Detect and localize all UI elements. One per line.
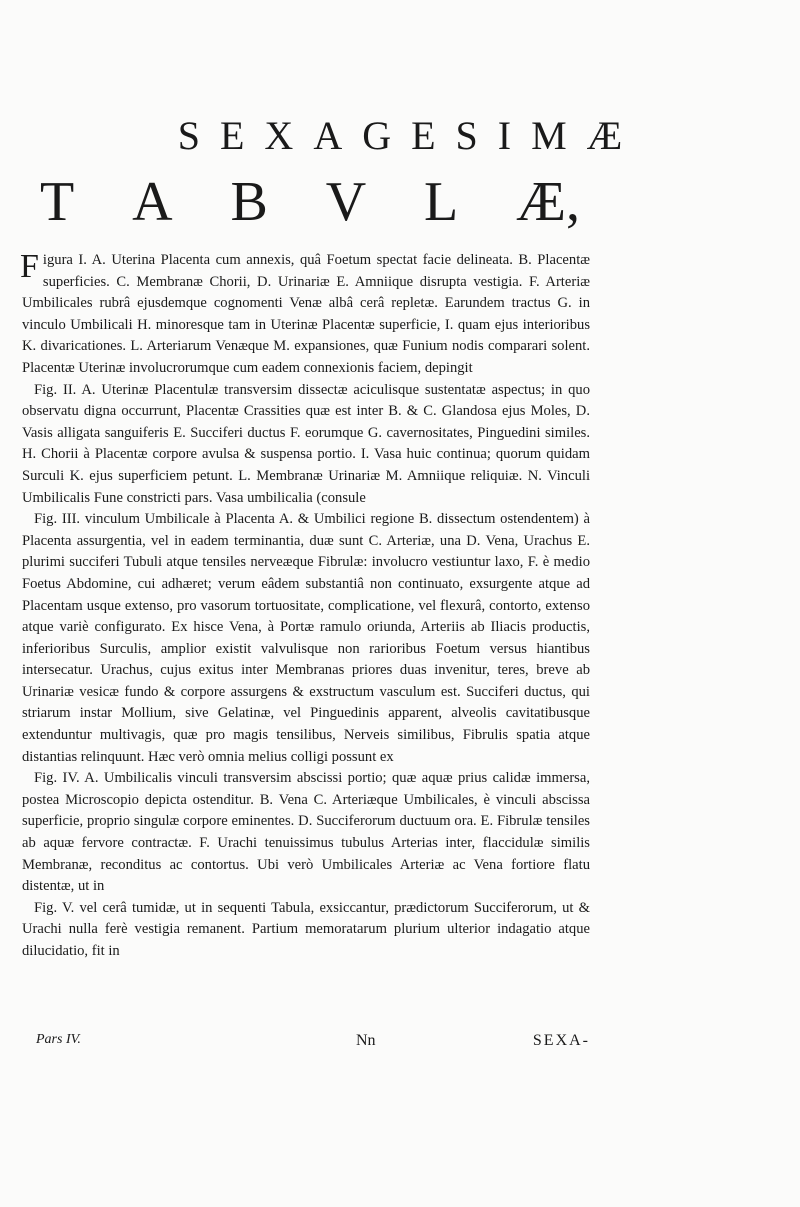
paragraph-text: Fig. III. vinculum Umbilicale à Placenta A. & Umbilici regione B. dissectum ostendentem) à Placenta assurgentia, vel in eadem terminantia, duæ sunt C. Arteriæ, una D. Vena, Urachus E. plurimi succiferi Tubuli atque tensiles nerveæque Fibrulæ: involucro vestiuntur laxo, F. è medio Foetus Abdomine, cui adhæret; verum eâdem substantiâ non continuato, exsurgente atque ad Placentam usque extenso, pro vasorum tortuositate, complicatione, vel flexurâ, contorto, extenso atque variè configurato. Ex hisce Vena, à Portæ ramulo oriunda, Arteriis ab Iliacis productis, inferioribus Surculis, amplior existit valvulisque non rarioribus Foetum versus hiantibus intersecatur. Urachus, cujus exitus inter Membranas priores duas invenitur, teres, breve ab Urinariæ vesicæ fundo & corpore assurgens & exstructum vasculum est. Succiferi ductus, qui striarum instar Mollium, sive Gelatinæ, vel Pinguedinis apparent, alveolis cavitatibusque extenduntur multivagis, quæ pro magis tensilibus, Nerveis similibus, Fibrulis spatia atque distantias relinquunt. Hæc verò omnia melius colligi possunt ex: [22, 511, 590, 765]
body-text: [22, 250, 590, 963]
footer-part-label: Pars IV.: [36, 1032, 81, 1047]
heading-letter: A: [132, 171, 173, 233]
paragraph-text: Fig. II. A. Uterinæ Placentulæ transversim dissectæ aciculisque sustentatæ aspectus; in quo observatu digna occurrunt, Placentæ Crassities quæ est inter B. & C. Glandosa ejus Moles, D. Vasis alligata sanguiferis E. Succiferi ductus F. eorumque G. cavernositates, Pinguedini similes. H. Chorii à Placentæ corpore avulsa & suspensa portio. I. Vasa huic continua; quorum quidam Surculi K. ejus superficiem petunt. L. Membranæ Urinariæ M. Amniique reliquiæ. N. Vinculi Umbilicalis Fune constricti pars. Vasa umbilicalia (consule: [22, 381, 590, 506]
paragraph-fig-1: [22, 250, 590, 380]
paragraph-fig-5: [22, 898, 590, 963]
heading-letter: V: [325, 171, 367, 233]
heading-tabulae: [40, 170, 580, 234]
paragraph-text: Fig. IV. A. Umbilicalis vinculi transversim abscissi portio; quæ aquæ prius calidæ immersa, postea Microscopio depicta ostenditur. B. Vena C. Arteriæque Umbilicales, è vinculi abscissa superficie, proprio singulæ corpore eminentes. D. Succiferorum ductuum ora. E. Fibrulæ tensiles ab aquæ fervore contractæ. F. Urachi tenuissimus tubulus Arterias inter, flaccidulæ similis Membranæ, reconditus ac contortus. Ubi verò Umbilicales Arteriæ ac Vena fortiore flatu distentæ, ut in: [22, 770, 590, 895]
heading-sexagesimae: SEXAGESIMÆ: [177, 113, 643, 158]
paragraph-fig-3: [22, 509, 590, 768]
page-footer: [36, 1032, 590, 1056]
paragraph-fig-4: [22, 768, 590, 898]
paragraph-text: igura I. A. Uterina Placenta cum annexis, quâ Foetum spectat facie delineata. B. Placentæ superficies. C. Membranæ Chorii, D. Urinariæ E. Amniique disrupta vestigia. F. Arteriæ Umbilicales rubrâ ejusdemque cognomenti Venæ albâ cerâ repletæ. Earundem tractus G. in vinculo Umbilicali H. minoresque tam in Uterinæ Placentæ superficie, I. quam ejus interioribus K. divaricationes. L. Arteriarum Venæque M. expansiones, quæ Funium nodis comparari solent. Placentæ Uterinæ involucrorumque cum eadem connexionis faciem, depingit: [22, 252, 590, 376]
heading-letter: T: [40, 171, 75, 233]
footer-signature-mark: Nn: [356, 1032, 376, 1049]
heading-letter: Æ,: [516, 171, 580, 233]
heading-letter: B: [230, 171, 268, 233]
footer-catchword: SEXA-: [532, 1032, 590, 1049]
heading-letter: L: [424, 171, 459, 233]
paragraph-fig-2: [22, 380, 590, 510]
paragraph-text: Fig. V. vel cerâ tumidæ, ut in sequenti Tabula, exsiccantur, prædictorum Succiferorum, ut & Urachi nulla ferè vestigia remanent. Partium memoratarum plurium ulterior indagatio atque dilucidatio, fit in: [22, 899, 590, 959]
drop-cap: F: [20, 248, 39, 285]
